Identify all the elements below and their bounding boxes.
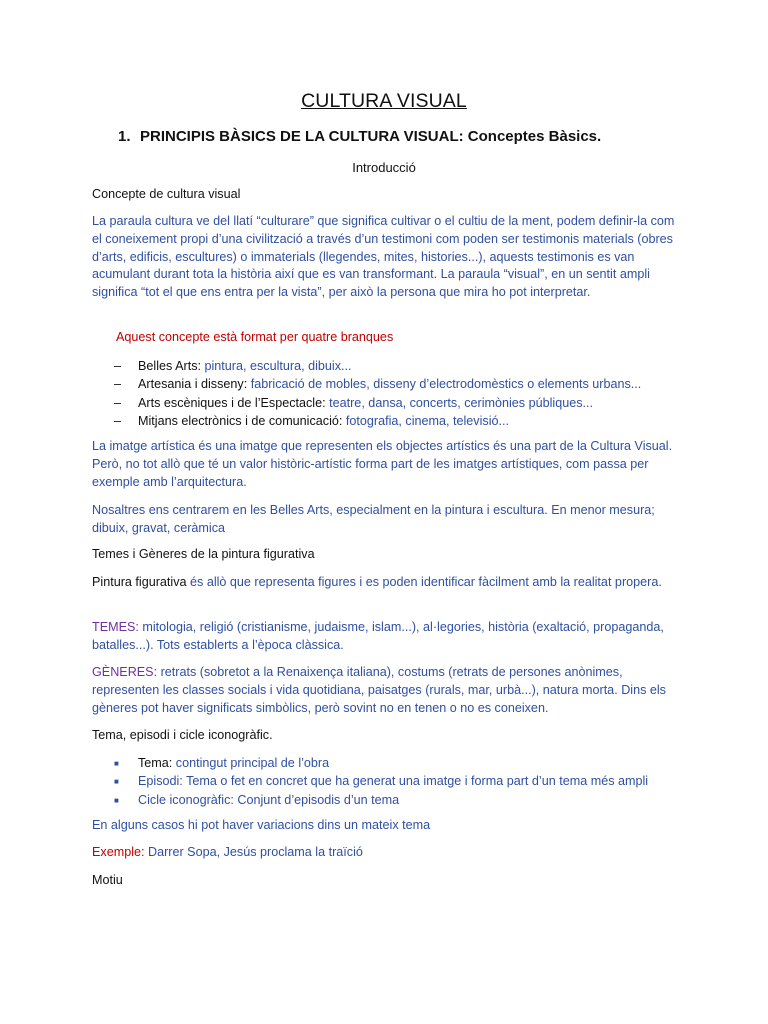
branches-heading: Aquest concepte està format per quatre branques — [116, 330, 394, 344]
list-item: – Artesania i disseny: fabricació de mobles, disseny d’electrodomèstics o elements urbans... — [92, 375, 712, 393]
section-heading — [118, 128, 601, 145]
themes-heading: Temes i Gèneres de la pintura figurativa — [92, 547, 315, 561]
section-title: PRINCIPIS BÀSICS DE LA CULTURA VISUAL: Conceptes Bàsics. — [140, 128, 602, 145]
branches-list — [92, 357, 712, 430]
bullet-marker: ■ — [114, 795, 119, 805]
document-title: CULTURA VISUAL — [301, 90, 467, 112]
intro-heading: Introducció — [352, 160, 416, 175]
paragraph-temes: TEMES: mitologia, religió (cristianisme, judaisme, islam...), al·legories, història (exaltació, propaganda, batalles...). Tots establerts a l’època clàssica. — [92, 620, 664, 652]
bullet-marker: ■ — [114, 777, 119, 787]
dash-marker: – — [114, 395, 122, 410]
list-item: – Belles Arts: pintura, escultura, dibuix... — [92, 357, 712, 375]
list-item: – Mitjans electrònics i de comunicació: fotografia, cinema, televisió... — [92, 412, 712, 430]
list-item: ■ Cicle iconogràfic: Conjunt d’episodis d’un tema — [92, 791, 712, 809]
paragraph-fine-arts: Nosaltres ens centrarem en les Belles Arts, especialment en la pintura i escultura. En menor mesura; dibuix, gravat, ceràmica — [92, 503, 655, 535]
section-number: 1. — [118, 128, 131, 145]
tema-heading: Tema, episodi i cicle iconogràfic. — [92, 728, 273, 742]
list-item: ■ Episodi: Tema o fet en concret que ha generat una imatge i forma part d’un tema més ampli — [92, 772, 712, 790]
dash-marker: – — [114, 359, 122, 373]
list-item: – Arts escèniques i de l’Espectacle: teatre, dansa, concerts, cerimònies públiques... — [92, 394, 712, 412]
bullet-marker: ■ — [114, 759, 119, 768]
concept-heading: Concepte de cultura visual — [92, 187, 241, 201]
paragraph-figurative: Pintura figurativa és allò que representa figures i es poden identificar fàcilment amb la realitat propera. — [92, 575, 662, 589]
paragraph-example: Exemple: Darrer Sopa, Jesús proclama la traïció — [92, 845, 363, 859]
paragraph-variations: En alguns casos hi pot haver variacions dins un mateix tema — [92, 818, 431, 832]
dash-marker: – — [114, 413, 122, 428]
paragraph-artistic-image: La imatge artística és una imatge que representen els objectes artístics és una part de la Cultura Visual. Però, no tot allò que té un valor històric-artístic forma part de les imatges artístiques, com passa per exemple amb l’arquitectura. — [92, 439, 673, 489]
motiu-heading: Motiu — [92, 873, 123, 887]
paragraph-generes: GÈNERES: retrats (sobretot a la Renaixença italiana), costums (retrats de persones anònimes, representen les classes socials i vida quotidiana, paisatges (rurals, mar, urbà...), natura morta. Dins els gèneres pot haver significats simbòlics, però sovint no en tenen o no es coneixen. — [92, 665, 666, 715]
dash-marker: – — [114, 377, 122, 392]
list-item: ■ Tema: contingut principal de l’obra — [92, 754, 712, 772]
paragraph-culture-definition: La paraula cultura ve del llatí “culturare” que significa cultivar o el cultiu de la ment, podem definir-la com el coneixement propi d’una civilització a través d’un testimoni com poden ser testimonis materials (obres d’arts, edificis, escultures) o immaterials (llegendes, mites, histories...), aquests testimonis es van acumulant durant tota la història així que es van transformant. La paraula “visual”, en un sentit ampli significa “tot el que ens entra per la vista”, per això la persona que mira ho pot interpretar. — [92, 214, 675, 300]
tema-list — [92, 754, 712, 809]
